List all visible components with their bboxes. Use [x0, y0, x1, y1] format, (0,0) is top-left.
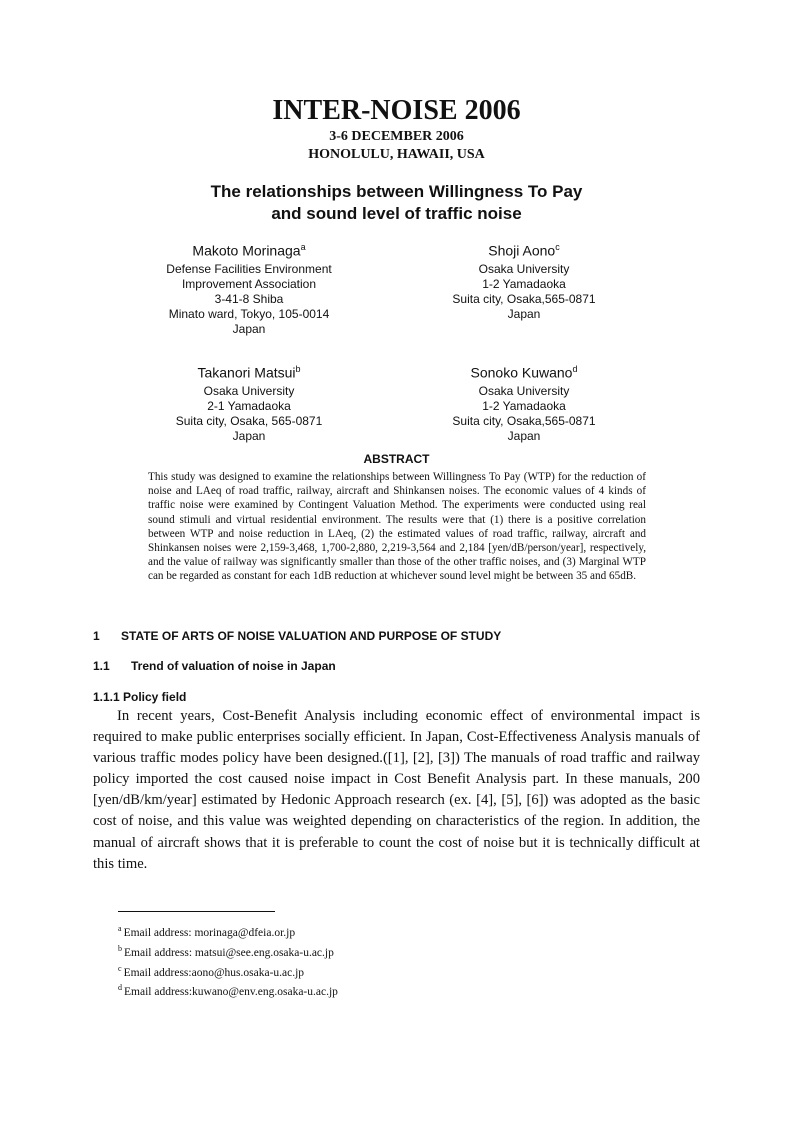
footnote-item [118, 941, 618, 961]
abstract-text: This study was designed to examine the relationships between Willingness To Pay (WTP) for the reduction of noise and LAeq of road traffic, railway, aircraft and Shinkansen noises. The economic values of 4 kinds of traffic noise were examined by Contingent Valuation Method. The experiments were conducted using real sound stimuli and virtual residential environment. The results were that (1) there is a positive correlation between WTP and noise reduction in LAeq, (2) the estimated values of road traffic, railway, aircraft and Shinkansen noises were 2,159-3,468, 1,700-2,880, 2,219-3,564 and 2,184 [yen/dB/person/year], respectively, and the value of railway was significantly smaller than those of the other traffic noises, and (3) Marginal WTP can be regarded as constant for each 1dB reduction at whichever sound level might be between 35 and 65dB. [148, 471, 646, 583]
body-paragraph: In recent years, Cost-Benefit Analysis including economic effect of environmental impact is required to make public enterprises socially efficient. In Japan, Cost-Effectiveness Analysis manuals of various traffic modes policy have been designed.([1], [2], [3]) The manuals of road traffic and railway policy imported the cost caused noise impact in Cost Benefit Analysis part. In these manuals, 200 [yen/dB/km/year] estimated by Hedonic Approach research (ex. [4], [5], [6]) was adopted as the basic cost of noise, and this value was weighted depending on characteristics of the region. In addition, the manual of aircraft shows that it is preferable to count the cost of noise but it is technically difficult at this time. [93, 708, 700, 872]
subsubsection-heading-1-1-1 [93, 690, 186, 705]
section-number: 1.1 [93, 659, 110, 673]
affiliation-line: Osaka University [478, 383, 570, 398]
footnotes [118, 921, 618, 1000]
paper-title-line-2: and sound level of traffic noise [271, 204, 522, 223]
footnote-text: Email address:aono@hus.osaka-u.ac.jp [123, 966, 305, 979]
footnote-mark: b [118, 943, 122, 953]
affiliation-line: Osaka University [203, 383, 295, 398]
author-block-morinaga [119, 238, 379, 337]
section-heading-1 [93, 629, 501, 644]
section-number: 1 [93, 629, 100, 643]
author-name: Shoji Aono$^c$ [488, 242, 560, 259]
conference-title: INTER-NOISE 2006 [272, 95, 521, 126]
footnote-item [118, 961, 618, 981]
footnote-divider [118, 911, 275, 912]
affiliation-line: Improvement Association [181, 276, 317, 291]
conference-dates: 3-6 DECEMBER 2006 [329, 129, 464, 144]
address-line: Suita city, Osaka,565-0871 [452, 291, 596, 306]
country-line: Japan [232, 321, 266, 336]
address-line: Suita city, Osaka, 565-0871 [175, 413, 323, 428]
author-block-matsui [119, 360, 379, 444]
country-line: Japan [232, 428, 266, 443]
footnote-item [118, 921, 618, 941]
footnote-mark: c [118, 963, 122, 973]
footnote-mark: c [555, 242, 560, 252]
address-line: Suita city, Osaka,565-0871 [452, 413, 596, 428]
footnote-item [118, 980, 618, 1000]
address-line: 2-1 Yamadaoka [207, 398, 291, 413]
section-title: Policy field [123, 690, 187, 704]
address-line: Minato ward, Tokyo, 105-0014 [168, 306, 330, 321]
footnote-mark: b [295, 364, 301, 374]
author-name: Takanori Matsui$^b$ [197, 364, 301, 381]
address-line: 1-2 Yamadaoka [482, 398, 566, 413]
section-title: STATE OF ARTS OF NOISE VALUATION AND PURPOSE OF STUDY [121, 629, 502, 643]
author-name: Makoto Morinaga$^a$ [192, 242, 306, 259]
paper-title [0, 181, 793, 225]
footnote-text: Email address:kuwano@env.eng.osaka-u.ac.jp [124, 986, 338, 999]
affiliation-line: Defense Facilities Environment [166, 261, 332, 276]
author-block-aono [394, 238, 654, 322]
footnote-text: Email address: matsui@see.eng.osaka-u.ac.jp [124, 946, 334, 959]
paper-title-line-1: The relationships between Willingness To Pay [210, 182, 583, 201]
conference-venue: HONOLULU, HAWAII, USA [308, 147, 485, 162]
country-line: Japan [507, 306, 541, 321]
abstract-heading: ABSTRACT [363, 452, 430, 466]
footnote-text: Email address: morinaga@dfeia.or.jp [123, 926, 296, 939]
author-block-kuwano [394, 360, 654, 444]
country-line: Japan [507, 428, 541, 443]
footnote-mark: a [300, 242, 306, 252]
author-name: Sonoko Kuwano$^d$ [470, 364, 578, 381]
affiliation-line: Osaka University [478, 261, 570, 276]
subsection-heading-1-1 [93, 659, 336, 674]
address-line: 3-41-8 Shiba [214, 291, 284, 306]
address-line: 1-2 Yamadaoka [482, 276, 566, 291]
section-title: Trend of valuation of noise in Japan [131, 659, 336, 673]
footnote-mark: d [572, 364, 578, 374]
footnote-mark: a [118, 924, 122, 933]
footnote-mark: d [118, 983, 122, 993]
section-number: 1.1.1 [93, 690, 120, 704]
